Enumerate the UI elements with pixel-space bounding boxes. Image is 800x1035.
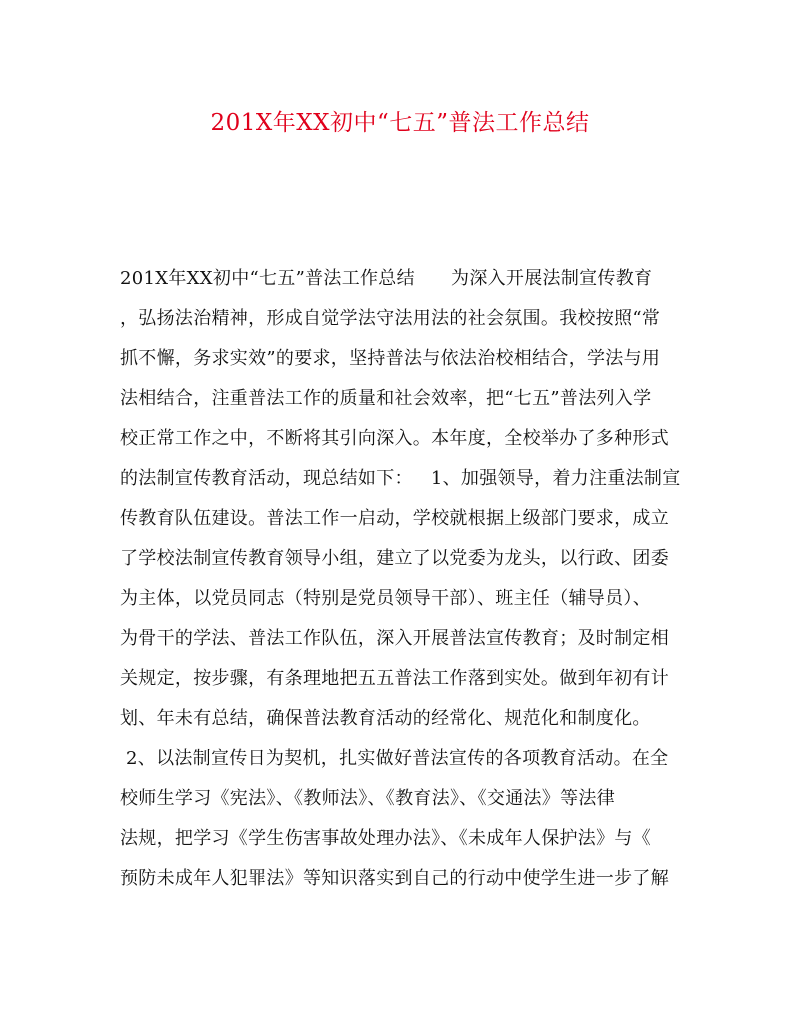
- body-line: 为主体，以党员同志（特别是党员领导干部）、班主任（辅导员）、: [120, 588, 651, 609]
- body-line: 校师生学习《宪法》、《教师法》、《教育法》、《交通法》等法律: [120, 788, 615, 809]
- body-line: 的法制宣传教育活动，现总结如下： 1、加强领导，着力注重法制宣: [120, 468, 681, 489]
- body-line: 传教育队伍建设。普法工作一启动，学校就根据上级部门要求，成立: [120, 508, 669, 529]
- document-body: [120, 259, 690, 899]
- body-line: 抓不懈，务求实效”的要求，坚持普法与依法治校相结合，学法与用: [120, 348, 661, 369]
- body-line: 为骨干的学法、普法工作队伍，深入开展普法宣传教育；及时制定相: [120, 628, 669, 649]
- body-line: 法相结合，注重普法工作的质量和社会效率，把“七五”普法列入学: [120, 388, 652, 409]
- body-line: ，弘扬法治精神，形成自觉学法守法用法的社会氛围。我校按照“常: [120, 308, 661, 329]
- body-line: 校正常工作之中，不断将其引向深入。本年度，全校举办了多种形式: [120, 428, 669, 449]
- body-line: 关规定，按步骤，有条理地把五五普法工作落到实处。做到年初有计: [120, 668, 669, 689]
- body-line: 2、以法制宣传日为契机，扎实做好普法宣传的各项教育活动。在全: [120, 748, 669, 769]
- body-line: 201X年XX初中“七五”普法工作总结 为深入开展法制宣传教育: [120, 268, 653, 289]
- body-line: 划、年未有总结，确保普法教育活动的经常化、规范化和制度化。: [120, 708, 651, 729]
- document-title: 201X年XX初中“七五”普法工作总结: [210, 110, 590, 136]
- body-line: 了学校法制宣传教育领导小组，建立了以党委为龙头，以行政、团委: [120, 548, 669, 569]
- body-line: 预防未成年人犯罪法》等知识落实到自己的行动中使学生进一步了解: [120, 868, 669, 889]
- body-line: 法规，把学习《学生伤害事故处理办法》、《未成年人保护法》与《: [120, 828, 651, 849]
